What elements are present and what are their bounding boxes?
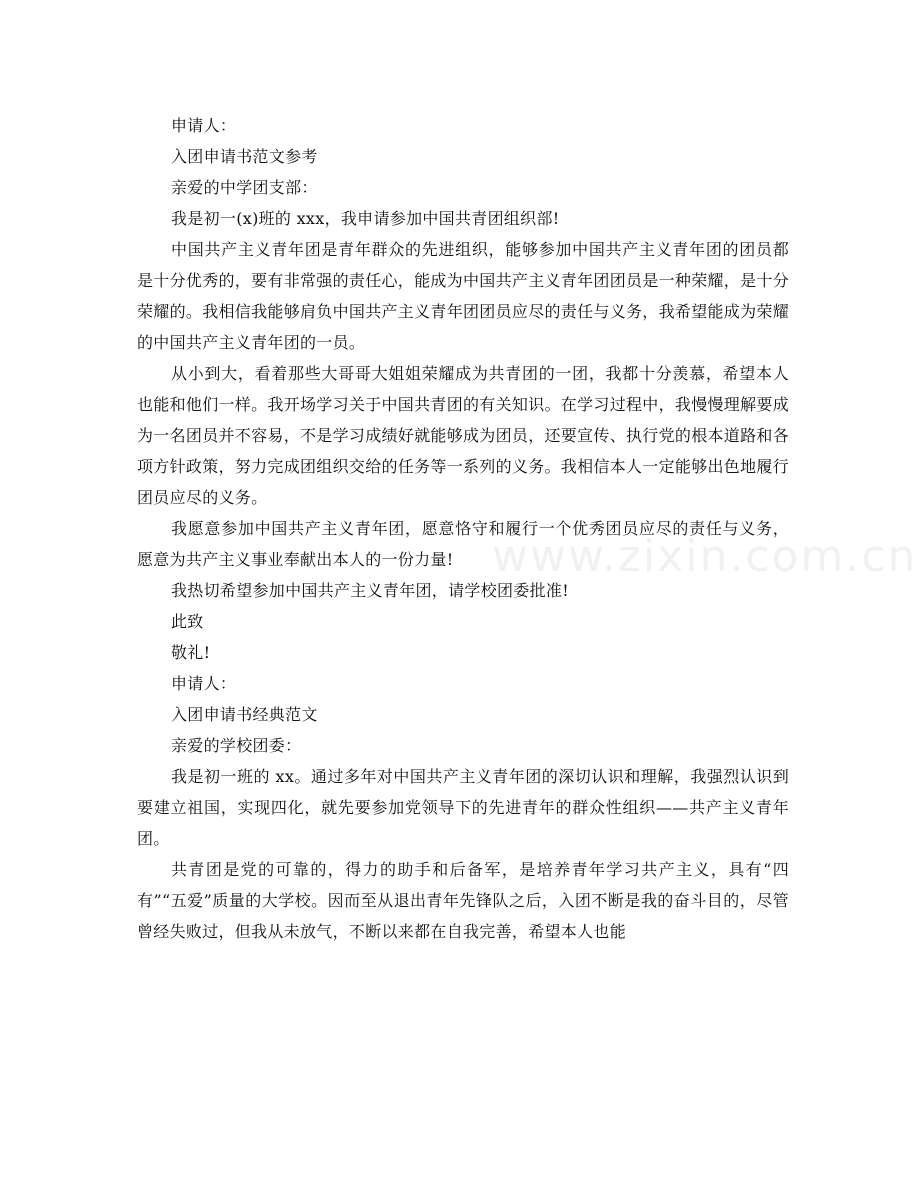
watermark-text: www.zixin.com.cn [492, 531, 918, 582]
body-paragraph: 我愿意参加中国共产主义青年团，愿意恪守和履行一个优秀团员应尽的责任与义务，愿意为共产主义事业奉献出本人的一份力量! [137, 519, 789, 569]
body-paragraph: 我热切希望参加中国共产主义青年团，请学校团委批准! [171, 581, 569, 600]
intro-paragraph: 我是初一(x)班的 xxx，我申请参加中国共青团组织部! [171, 209, 560, 228]
document-body [137, 110, 789, 947]
closing-line: 此致 [171, 612, 204, 631]
salutation-line: 亲爱的学校团委： [171, 736, 302, 755]
applicant-line: 申请人： [171, 674, 237, 693]
body-paragraph: 我是初一班的 xx。通过多年对中国共产主义青年团的深切认识和理解，我强烈认识到要建立祖国，实现四化，就先要参加党领导下的先进青年的群众性组织——共产主义青年团。 [137, 767, 789, 848]
salutation-line: 亲爱的中学团支部： [171, 178, 318, 197]
body-paragraph: 中国共产主义青年团是青年群众的先进组织，能够参加中国共产主义青年团的团员都是十分优秀的，要有非常强的责任心，能成为中国共产主义青年团团员是一种荣耀，是十分荣耀的。我相信我能够肩负中国共产主义青年团团员应尽的责任与义务，我希望能成为荣耀的中国共产主义青年团的一员。 [137, 240, 790, 352]
applicant-line: 申请人： [171, 116, 237, 135]
body-paragraph: 共青团是党的可靠的，得力的助手和后备军，是培养青年学习共产主义，具有“四有”“五爱”质量的大学校。因而至从退出青年先锋队之后，入团不断是我的奋斗目的，尽管曾经失败过，但我从未放气，不断以来都在自我完善，希望本人也能 [137, 860, 789, 941]
body-paragraph: 从小到大，看着那些大哥哥大姐姐荣耀成为共青团的一团，我都十分羡慕，希望本人也能和他们一样。我开场学习关于中国共青团的有关知识。在学习过程中，我慢慢理解要成为一名团员并不容易，不是学习成绩好就能够成为团员，还要宣传、执行党的根本道路和各项方针政策，努力完成团组织交给的任务等一系列的义务。我相信本人一定能够出色地履行团员应尽的义务。 [137, 364, 790, 507]
section-title-classic: 入团申请书经典范文 [171, 705, 318, 724]
section-title-reference: 入团申请书范文参考 [171, 147, 318, 166]
closing-line: 敬礼! [171, 643, 211, 662]
